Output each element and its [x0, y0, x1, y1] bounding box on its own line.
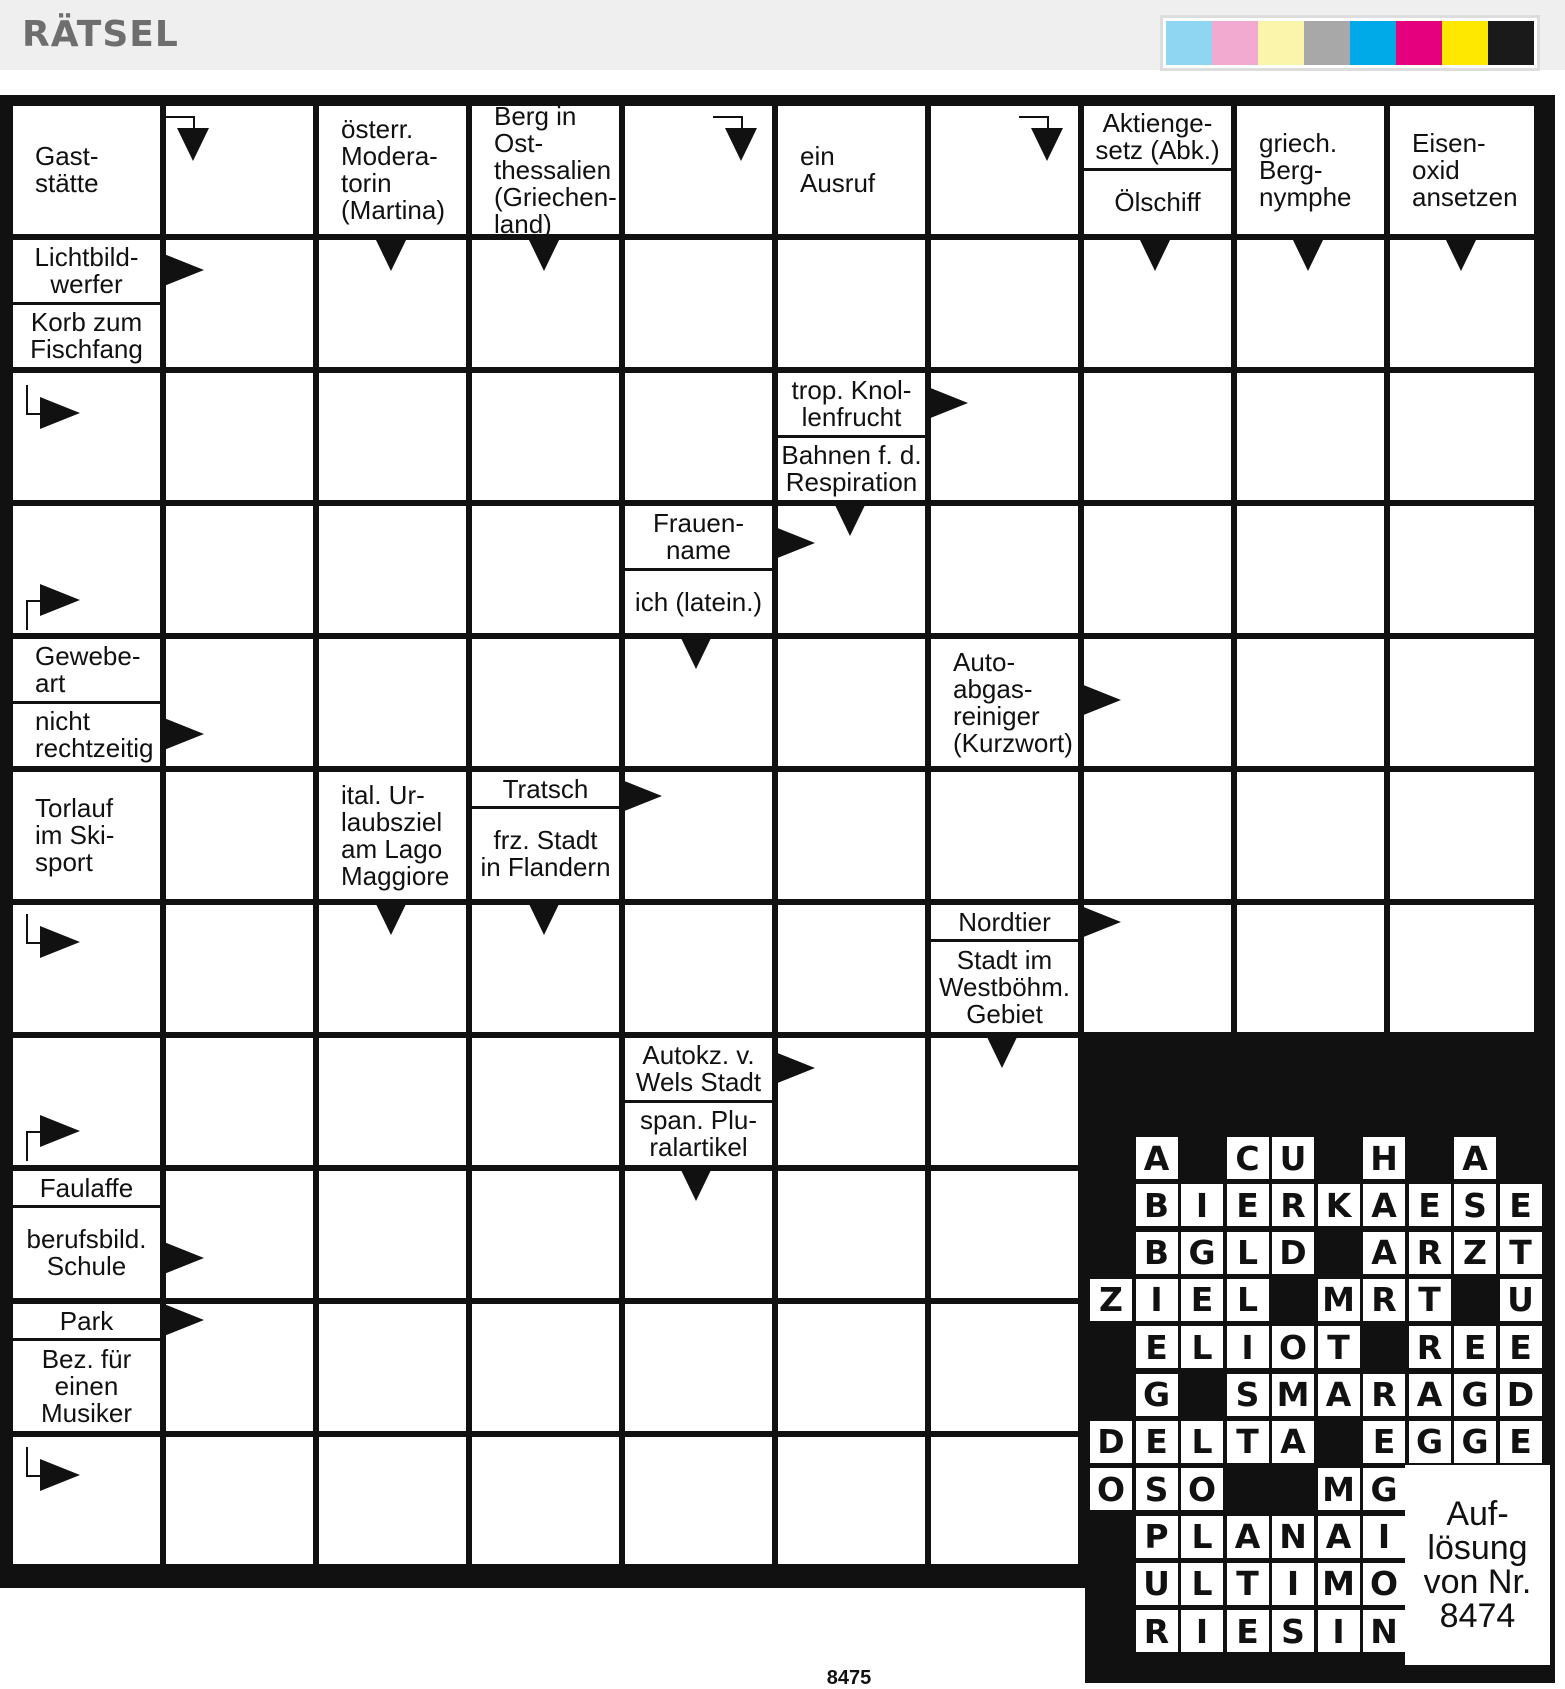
- answer-cell[interactable]: [319, 1304, 466, 1431]
- answer-cell[interactable]: [166, 1038, 313, 1165]
- solution-cell: B: [1136, 1184, 1178, 1226]
- clue-gewebeart: Gewebe- art: [13, 639, 160, 701]
- answer-cell[interactable]: [472, 1304, 619, 1431]
- arrow-right-icon: [40, 926, 80, 958]
- arrow-right-icon: [164, 254, 204, 286]
- arrow-down-icon: [986, 1035, 1018, 1068]
- clue-flandern: frz. Stadt in Flandern: [472, 809, 619, 899]
- color-swatch: [1396, 21, 1442, 65]
- answer-cell[interactable]: [1084, 506, 1231, 633]
- answer-cell[interactable]: [778, 772, 925, 899]
- arrow-down-icon: [528, 902, 560, 935]
- solution-cell: S: [1227, 1374, 1269, 1416]
- solution-cell: E: [1454, 1326, 1496, 1368]
- solution-cell: S: [1454, 1184, 1496, 1226]
- clue-moderatorin: österr. Modera- torin (Martina): [319, 106, 466, 234]
- solution-cell: U: [1500, 1279, 1542, 1321]
- solution-cell: G: [1409, 1421, 1451, 1463]
- clue-berg: Berg in Ost- thessalien (Griechen- land): [472, 106, 619, 234]
- solution-cell: R: [1363, 1374, 1405, 1416]
- solution-cell: D: [1090, 1421, 1132, 1463]
- solution-cell: R: [1409, 1232, 1451, 1274]
- solution-cell: C: [1227, 1137, 1269, 1179]
- color-swatch: [1212, 21, 1258, 65]
- solution-cell: A: [1227, 1516, 1269, 1558]
- answer-cell[interactable]: [1237, 905, 1384, 1032]
- color-swatch: [1488, 21, 1534, 65]
- clue-gaststaette: Gast- stätte: [13, 106, 160, 234]
- answer-cell[interactable]: [1084, 373, 1231, 500]
- arrow-right-icon: [775, 527, 815, 559]
- arrow-down-icon: [725, 128, 757, 161]
- clue-westboehm: Stadt im Westböhm. Gebiet: [931, 942, 1078, 1032]
- solution-cell: M: [1318, 1563, 1360, 1605]
- answer-cell[interactable]: [1390, 506, 1534, 633]
- solution-cell: R: [1409, 1326, 1451, 1368]
- arrow-right-icon: [40, 397, 80, 429]
- answer-cell[interactable]: [1237, 772, 1384, 899]
- color-swatch: [1304, 21, 1350, 65]
- answer-cell[interactable]: [472, 1171, 619, 1298]
- answer-cell[interactable]: [1390, 905, 1534, 1032]
- arrow-down-icon: [1031, 128, 1063, 161]
- solution-cell: G: [1136, 1374, 1178, 1416]
- solution-cell: B: [1136, 1232, 1178, 1274]
- arrow-right-icon: [775, 1052, 815, 1084]
- answer-cell[interactable]: [931, 772, 1078, 899]
- clue-nicht_rechtzeitig: nicht rechtzeitig: [13, 704, 160, 766]
- solution-cell: U: [1136, 1563, 1178, 1605]
- clue-torlauf: Torlauf im Ski- sport: [13, 772, 160, 899]
- answer-cell[interactable]: [931, 506, 1078, 633]
- answer-cell[interactable]: [625, 1304, 772, 1431]
- arrow-down-icon: [680, 636, 712, 669]
- answer-cell[interactable]: [931, 1304, 1078, 1431]
- solution-cell: A: [1318, 1516, 1360, 1558]
- solution-cell: S: [1272, 1610, 1314, 1652]
- answer-cell[interactable]: [625, 905, 772, 1032]
- solution-cell: T: [1409, 1279, 1451, 1321]
- color-swatch: [1350, 21, 1396, 65]
- solution-cell: R: [1363, 1279, 1405, 1321]
- solution-cell: K: [1318, 1184, 1360, 1226]
- arrow-right-icon: [622, 780, 662, 812]
- solution-cell: L: [1181, 1326, 1223, 1368]
- solution-cell: E: [1409, 1184, 1451, 1226]
- solution-cell: I: [1363, 1516, 1405, 1558]
- answer-cell[interactable]: [472, 1038, 619, 1165]
- answer-cell[interactable]: [625, 106, 772, 234]
- clue-korb: Korb zum Fischfang: [13, 305, 160, 367]
- solution-cell: I: [1181, 1184, 1223, 1226]
- solution-cell: G: [1363, 1468, 1405, 1510]
- answer-cell[interactable]: [778, 240, 925, 367]
- answer-cell[interactable]: [319, 373, 466, 500]
- answer-cell[interactable]: [166, 905, 313, 1032]
- clue-knollenfrucht: trop. Knol- lenfrucht: [778, 373, 925, 435]
- answer-cell[interactable]: [472, 373, 619, 500]
- answer-cell[interactable]: [1237, 639, 1384, 766]
- clue-ausruf: ein Ausruf: [778, 106, 925, 234]
- solution-cell: E: [1227, 1184, 1269, 1226]
- answer-cell[interactable]: [1390, 772, 1534, 899]
- solution-cell: L: [1181, 1421, 1223, 1463]
- arrow-down-icon: [1292, 238, 1324, 271]
- arrow-down-icon: [1445, 238, 1477, 271]
- solution-cell: L: [1227, 1232, 1269, 1274]
- solution-cell: N: [1272, 1516, 1314, 1558]
- header-bar: [0, 0, 1565, 70]
- solution-cell: M: [1318, 1279, 1360, 1321]
- answer-cell[interactable]: [166, 1437, 313, 1564]
- clue-frauenname: Frauen- name: [625, 506, 772, 568]
- solution-cell: U: [1272, 1137, 1314, 1179]
- clue-oelschiff: Ölschiff: [1084, 171, 1231, 234]
- clue-park: Park: [13, 1304, 160, 1338]
- solution-cell: I: [1227, 1326, 1269, 1368]
- arrow-down-icon: [834, 503, 866, 536]
- answer-cell[interactable]: [1237, 506, 1384, 633]
- solution-cell: T: [1500, 1232, 1542, 1274]
- answer-cell[interactable]: [472, 506, 619, 633]
- solution-cell: P: [1136, 1516, 1178, 1558]
- clue-urlaubsziel: ital. Ur- laubsziel am Lago Maggiore: [319, 772, 466, 899]
- puzzle-number: 8475: [810, 1667, 888, 1687]
- arrow-down-icon: [528, 238, 560, 271]
- solution-cell: H: [1363, 1137, 1405, 1179]
- clue-bergnymphe: griech. Berg- nymphe: [1237, 106, 1384, 234]
- solution-cell: R: [1272, 1184, 1314, 1226]
- arrow-down-icon: [375, 238, 407, 271]
- solution-cell: S: [1136, 1468, 1178, 1510]
- answer-cell[interactable]: [931, 240, 1078, 367]
- arrow-right-icon: [1081, 684, 1121, 716]
- arrow-right-icon: [928, 387, 968, 419]
- answer-cell[interactable]: [778, 1304, 925, 1431]
- solution-cell: A: [1363, 1184, 1405, 1226]
- solution-cell: E: [1136, 1421, 1178, 1463]
- solution-cell: T: [1227, 1563, 1269, 1605]
- solution-cell: O: [1272, 1326, 1314, 1368]
- solution-cell: G: [1454, 1374, 1496, 1416]
- clue-berufsbild: berufsbild. Schule: [13, 1208, 160, 1298]
- arrow-right-icon: [40, 1459, 80, 1491]
- solution-cell: I: [1272, 1563, 1314, 1605]
- solution-cell: A: [1363, 1232, 1405, 1274]
- answer-cell[interactable]: [625, 373, 772, 500]
- answer-cell[interactable]: [472, 1437, 619, 1564]
- answer-cell[interactable]: [1390, 639, 1534, 766]
- solution-cell: E: [1500, 1184, 1542, 1226]
- arrow-right-icon: [164, 1242, 204, 1274]
- answer-cell[interactable]: [319, 639, 466, 766]
- answer-cell[interactable]: [319, 1437, 466, 1564]
- solution-cell: I: [1318, 1610, 1360, 1652]
- answer-cell[interactable]: [166, 373, 313, 500]
- arrow-right-icon: [40, 584, 80, 616]
- answer-cell[interactable]: [625, 1437, 772, 1564]
- solution-cell: D: [1500, 1374, 1542, 1416]
- solution-cell: T: [1318, 1326, 1360, 1368]
- answer-cell[interactable]: [166, 506, 313, 633]
- answer-cell[interactable]: [931, 1171, 1078, 1298]
- solution-cell: L: [1181, 1563, 1223, 1605]
- solution-cell: A: [1454, 1137, 1496, 1179]
- arrow-down-icon: [680, 1168, 712, 1201]
- answer-cell[interactable]: [931, 1437, 1078, 1564]
- answer-cell[interactable]: [778, 1437, 925, 1564]
- solution-cell: I: [1181, 1610, 1223, 1652]
- solution-cell: M: [1272, 1374, 1314, 1416]
- answer-cell[interactable]: [931, 106, 1078, 234]
- clue-ich_latein: ich (latein.): [625, 571, 772, 633]
- solution-cell: E: [1136, 1326, 1178, 1368]
- clue-faulaffe: Faulaffe: [13, 1171, 160, 1205]
- solution-cell: M: [1318, 1468, 1360, 1510]
- answer-cell[interactable]: [778, 905, 925, 1032]
- clue-lichtbildwerfer: Lichtbild- werfer: [13, 240, 160, 302]
- answer-cell[interactable]: [319, 1038, 466, 1165]
- solution-cell: O: [1181, 1468, 1223, 1510]
- answer-cell[interactable]: [319, 1171, 466, 1298]
- arrow-right-icon: [40, 1115, 80, 1147]
- solution-cell: A: [1318, 1374, 1360, 1416]
- solution-cell: R: [1136, 1610, 1178, 1652]
- solution-cell: L: [1227, 1279, 1269, 1321]
- answer-cell[interactable]: [166, 772, 313, 899]
- clue-respiration: Bahnen f. d. Respiration: [778, 438, 925, 500]
- solution-note: Auf- lösung von Nr. 8474: [1405, 1465, 1550, 1665]
- solution-cell: O: [1363, 1563, 1405, 1605]
- clue-autoabgas: Auto- abgas- reiniger (Kurzwort): [931, 639, 1078, 766]
- arrow-down-icon: [177, 128, 209, 161]
- answer-cell[interactable]: [472, 639, 619, 766]
- solution-cell: A: [1409, 1374, 1451, 1416]
- arrow-right-icon: [1081, 906, 1121, 938]
- answer-cell[interactable]: [778, 1171, 925, 1298]
- clue-pluralartikel: span. Plu- ralartikel: [625, 1103, 772, 1165]
- answer-cell[interactable]: [778, 639, 925, 766]
- solution-cell: E: [1227, 1610, 1269, 1652]
- solution-cell: A: [1136, 1137, 1178, 1179]
- arrow-down-icon: [1139, 238, 1171, 271]
- clue-nordtier: Nordtier: [931, 905, 1078, 939]
- solution-cell: E: [1500, 1326, 1542, 1368]
- color-swatch: [1258, 21, 1304, 65]
- solution-cell: G: [1181, 1232, 1223, 1274]
- clue-aktiengesetz: Aktienge- setz (Abk.): [1084, 106, 1231, 168]
- solution-cell: D: [1272, 1232, 1314, 1274]
- clue-tratsch: Tratsch: [472, 772, 619, 806]
- clue-autokz: Autokz. v. Wels Stadt: [625, 1038, 772, 1100]
- page-title: RÄTSEL: [22, 14, 179, 55]
- clue-musiker: Bez. für einen Musiker: [13, 1341, 160, 1431]
- color-swatch: [1166, 21, 1212, 65]
- solution-cell: G: [1454, 1421, 1496, 1463]
- answer-cell[interactable]: [1084, 772, 1231, 899]
- solution-cell: E: [1181, 1279, 1223, 1321]
- arrow-right-icon: [164, 1304, 204, 1336]
- solution-cell: N: [1363, 1610, 1405, 1652]
- crossword-grid: [0, 95, 1555, 1689]
- solution-cell: A: [1272, 1421, 1314, 1463]
- solution-cell: Z: [1454, 1232, 1496, 1274]
- solution-cell: L: [1181, 1516, 1223, 1558]
- answer-cell[interactable]: [1237, 373, 1384, 500]
- arrow-right-icon: [164, 718, 204, 750]
- print-color-bar: [1160, 15, 1540, 71]
- solution-cell: T: [1227, 1421, 1269, 1463]
- answer-cell[interactable]: [166, 1171, 313, 1298]
- clue-eisenoxid: Eisen- oxid ansetzen: [1390, 106, 1534, 234]
- answer-cell[interactable]: [1390, 373, 1534, 500]
- answer-cell[interactable]: [625, 240, 772, 367]
- solution-cell: E: [1363, 1421, 1405, 1463]
- answer-cell[interactable]: [319, 506, 466, 633]
- arrow-down-icon: [375, 902, 407, 935]
- solution-cell: O: [1090, 1468, 1132, 1510]
- solution-cell: I: [1136, 1279, 1178, 1321]
- solution-cell: Z: [1090, 1279, 1132, 1321]
- solution-cell: E: [1500, 1421, 1542, 1463]
- color-swatch: [1442, 21, 1488, 65]
